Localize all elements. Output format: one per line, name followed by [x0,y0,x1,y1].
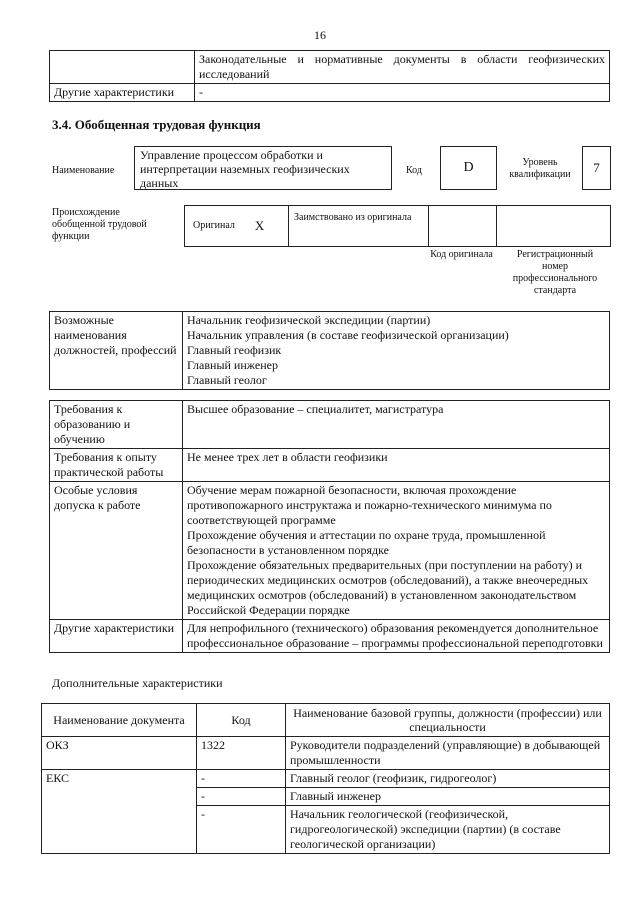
req-admission-values [183,482,610,620]
table-row [42,737,610,770]
top-row2-label: Другие характеристики [50,84,195,102]
admission-item: Прохождение обязательных предварительных (при поступлении на работу) и периодических медицинских осмотров (обследований), а также внеочередных медицинских осмотров (обследований) в установленном законодательством Российской Федерации порядке [187,558,589,617]
eks-code: - [197,770,286,788]
original-mark: X [254,218,265,233]
top-table [49,50,610,102]
additional-table [41,703,610,854]
req-other-value: Для непрофильного (технического) образования рекомендуется дополнительное профессиональное образование – программы профессиональной переподготовки [183,620,610,653]
eks-code: - [197,806,286,854]
positions-list [183,312,610,390]
reg-number-label: Регистрационный номер профессионального стандарта [512,249,598,296]
top-row1-text: Законодательные и нормативные документы в области геофизических исследований [195,51,610,84]
eks-name: Главный геолог (геофизик, гидрогеолог) [286,770,610,788]
position-item: Главный геофизик [187,343,282,357]
level-label: Уровень квалификации [509,157,571,180]
eks-doc: ЕКС [42,770,197,854]
eks-name: Главный инженер [286,788,610,806]
original-label: Оригинал X [185,206,289,246]
code-value: D [440,146,497,190]
req-experience-value: Не менее трех лет в области геофизики [183,449,610,482]
okz-name: Руководители подразделений (управляющие) в добывающей промышленности [286,737,610,770]
table-row [42,770,610,788]
position-item: Начальник управления (в составе геофизической организации) [187,328,509,342]
admission-item: Обучение мерам пожарной безопасности, включая прохождение противопожарного инструктажа и пожарно-технического минимума по соответствующей программе [187,483,552,527]
position-item: Главный инженер [187,358,278,372]
section-title: 3.4. Обобщенная трудовая функция [52,117,261,132]
req-other-label: Другие характеристики [50,620,183,653]
top-empty-cell [50,51,195,84]
eks-name: Начальник геологической (геофизической, гидрогеологической) экспедиции (партии) (в составе геологической организации) [286,806,610,854]
req-education-label: Требования к образованию и обучению [50,401,183,449]
req-education-value: Высшее образование – специалитет, магистратура [183,401,610,449]
origin-label: Происхождение обобщенной трудовой функции [52,207,147,242]
position-item: Главный геолог [187,373,267,387]
name-label: Наименование [52,165,115,176]
page-number: 16 [314,28,326,42]
okz-doc: ОКЗ [42,737,197,770]
borrowed-label: Заимствовано из оригинала [289,206,429,246]
header-code: Код [197,704,286,737]
top-row2-value: - [195,84,610,102]
position-item: Начальник геофизической экспедиции (партии) [187,313,431,327]
header-document: Наименование документа [42,704,197,737]
name-value: Управление процессом обработки и интерпретации наземных геофизических данных [134,146,392,190]
admission-item: Прохождение обучения и аттестации по охране труда, промышленной безопасности в установленном порядке [187,528,546,557]
okz-code: 1322 [197,737,286,770]
req-admission-label: Особые условия допуска к работе [50,482,183,620]
code-original-label: Код оригинала [430,249,493,260]
code-original-cell [429,206,497,246]
requirements-table [49,400,610,653]
level-value: 7 [582,146,611,190]
code-label: Код [406,165,422,176]
eks-code: - [197,788,286,806]
positions-table [49,311,610,390]
origin-box [184,205,611,247]
header-group: Наименование базовой группы, должности (профессии) или специальности [286,704,610,737]
req-experience-label: Требования к опыту практической работы [50,449,183,482]
positions-label: Возможные наименования должностей, профессий [50,312,183,390]
additional-title: Дополнительные характеристики [52,676,223,690]
